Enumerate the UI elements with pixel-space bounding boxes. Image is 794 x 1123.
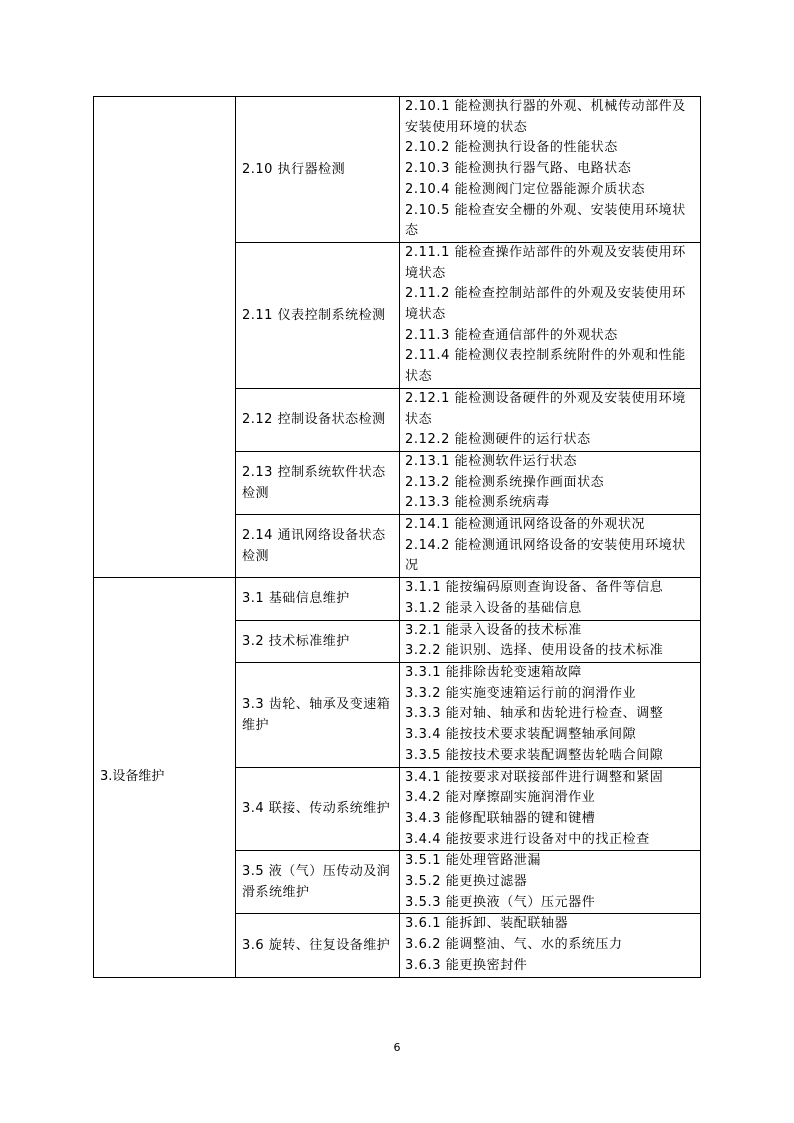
skill-requirements-cell — [400, 451, 701, 514]
skill-requirement: 3.5.1 能处理管路泄漏 — [405, 853, 542, 869]
skill-requirement: 3.4.1 能按要求对联接部件进行调整和紧固 — [405, 769, 664, 785]
work-item-cell: 2.12 控制设备状态检测 — [236, 388, 400, 451]
skill-requirements-cell — [400, 388, 701, 451]
skill-requirements-cell — [400, 515, 701, 578]
work-item-cell: 3.2 技术标准维护 — [236, 620, 400, 662]
work-item-cell: 3.6 旋转、往复设备维护 — [236, 914, 400, 977]
skill-requirement: 3.3.3 能对轴、轴承和齿轮进行检查、调整 — [405, 706, 664, 722]
skill-requirement: 2.14.2 能检测通讯网络设备的安装使用环境状况 — [405, 537, 686, 574]
skill-requirement: 2.14.1 能检测通讯网络设备的外观状况 — [405, 517, 646, 533]
table-row — [94, 97, 701, 243]
skill-requirement: 3.3.4 能按技术要求装配调整轴承间隙 — [405, 727, 637, 743]
work-item-cell: 3.5 液（气）压传动及润滑系统维护 — [236, 851, 400, 914]
skill-requirement: 3.6.3 能更换密封件 — [405, 957, 528, 973]
skill-requirement: 3.5.2 能更换过滤器 — [405, 874, 528, 890]
skill-requirements-cell — [400, 851, 701, 914]
skill-requirement: 2.13.3 能检测系统病毒 — [405, 495, 550, 511]
skill-requirement: 3.6.1 能拆卸、装配联轴器 — [405, 916, 569, 932]
skill-requirement: 3.3.5 能按技术要求装配调整齿轮啮合间隙 — [405, 747, 664, 763]
skill-requirement: 3.3.2 能实施变速箱运行前的润滑作业 — [405, 685, 637, 701]
skill-requirement: 3.4.4 能按要求进行设备对中的找正检查 — [405, 831, 650, 847]
duty-cell: 3.设备维护 — [94, 578, 236, 977]
skill-requirement: 2.10.1 能检测执行器的外观、机械传动部件及安装使用环境的状态 — [405, 99, 686, 135]
skill-requirement: 3.6.2 能调整油、气、水的系统压力 — [405, 937, 623, 953]
table-row — [94, 578, 701, 620]
work-item-cell: 3.3 齿轮、轴承及变速箱维护 — [236, 662, 400, 767]
skill-requirement: 2.11.2 能检查控制站部件的外观及安装使用环境状态 — [405, 286, 686, 323]
skill-requirement: 2.13.2 能检测系统操作画面状态 — [405, 474, 605, 490]
work-item-cell: 2.10 执行器检测 — [236, 97, 400, 243]
skill-requirements-cell — [400, 578, 701, 620]
work-item-cell: 2.14 通讯网络设备状态检测 — [236, 515, 400, 578]
skill-requirement: 3.4.3 能修配联轴器的键和键槽 — [405, 810, 596, 826]
skill-requirement: 3.1.2 能录入设备的基础信息 — [405, 600, 582, 616]
skill-requirement: 2.10.5 能检查安全栅的外观、安装使用环境状态 — [405, 202, 686, 239]
work-item-cell: 3.4 联接、传动系统维护 — [236, 767, 400, 851]
skill-requirement: 3.5.3 能更换液（气）压元器件 — [405, 894, 596, 910]
skill-requirements-cell — [400, 662, 701, 767]
skill-requirement: 2.11.4 能检测仪表控制系统附件的外观和性能状态 — [405, 348, 686, 385]
skill-requirement: 3.2.1 能录入设备的技术标准 — [405, 622, 582, 638]
skill-requirements-cell — [400, 620, 701, 662]
duty-cell — [94, 97, 236, 578]
skill-requirement: 2.10.3 能检测执行器气路、电路状态 — [405, 161, 632, 177]
table-body — [94, 97, 701, 978]
skill-requirements-cell — [400, 914, 701, 977]
skill-requirement: 3.1.1 能按编码原则查询设备、备件等信息 — [405, 580, 664, 596]
skill-requirement: 2.13.1 能检测软件运行状态 — [405, 453, 578, 469]
skill-requirement: 2.10.4 能检测阀门定位器能源介质状态 — [405, 181, 646, 197]
skill-requirement: 2.12.2 能检测硬件的运行状态 — [405, 432, 591, 448]
work-item-cell: 2.13 控制系统软件状态检测 — [236, 451, 400, 514]
skill-requirements-cell — [400, 242, 701, 388]
skill-requirement: 2.12.1 能检测设备硬件的外观及安装使用环境状态 — [405, 390, 686, 427]
skill-requirement: 3.3.1 能排除齿轮变速箱故障 — [405, 664, 582, 680]
page-number: 6 — [393, 1041, 401, 1054]
work-item-cell: 2.11 仪表控制系统检测 — [236, 242, 400, 388]
skill-requirements-table — [93, 96, 701, 978]
skill-requirement: 3.4.2 能对摩擦副实施润滑作业 — [405, 790, 596, 806]
skill-requirements-cell — [400, 97, 701, 243]
work-item-cell: 3.1 基础信息维护 — [236, 578, 400, 620]
skill-requirement: 2.11.3 能检查通信部件的外观状态 — [405, 327, 618, 343]
skill-requirement: 3.2.2 能识别、选择、使用设备的技术标准 — [405, 643, 664, 659]
skill-requirement: 2.11.1 能检查操作站部件的外观及安装使用环境状态 — [405, 244, 686, 281]
skill-requirements-cell — [400, 767, 701, 851]
skill-requirement: 2.10.2 能检测执行设备的性能状态 — [405, 140, 618, 156]
